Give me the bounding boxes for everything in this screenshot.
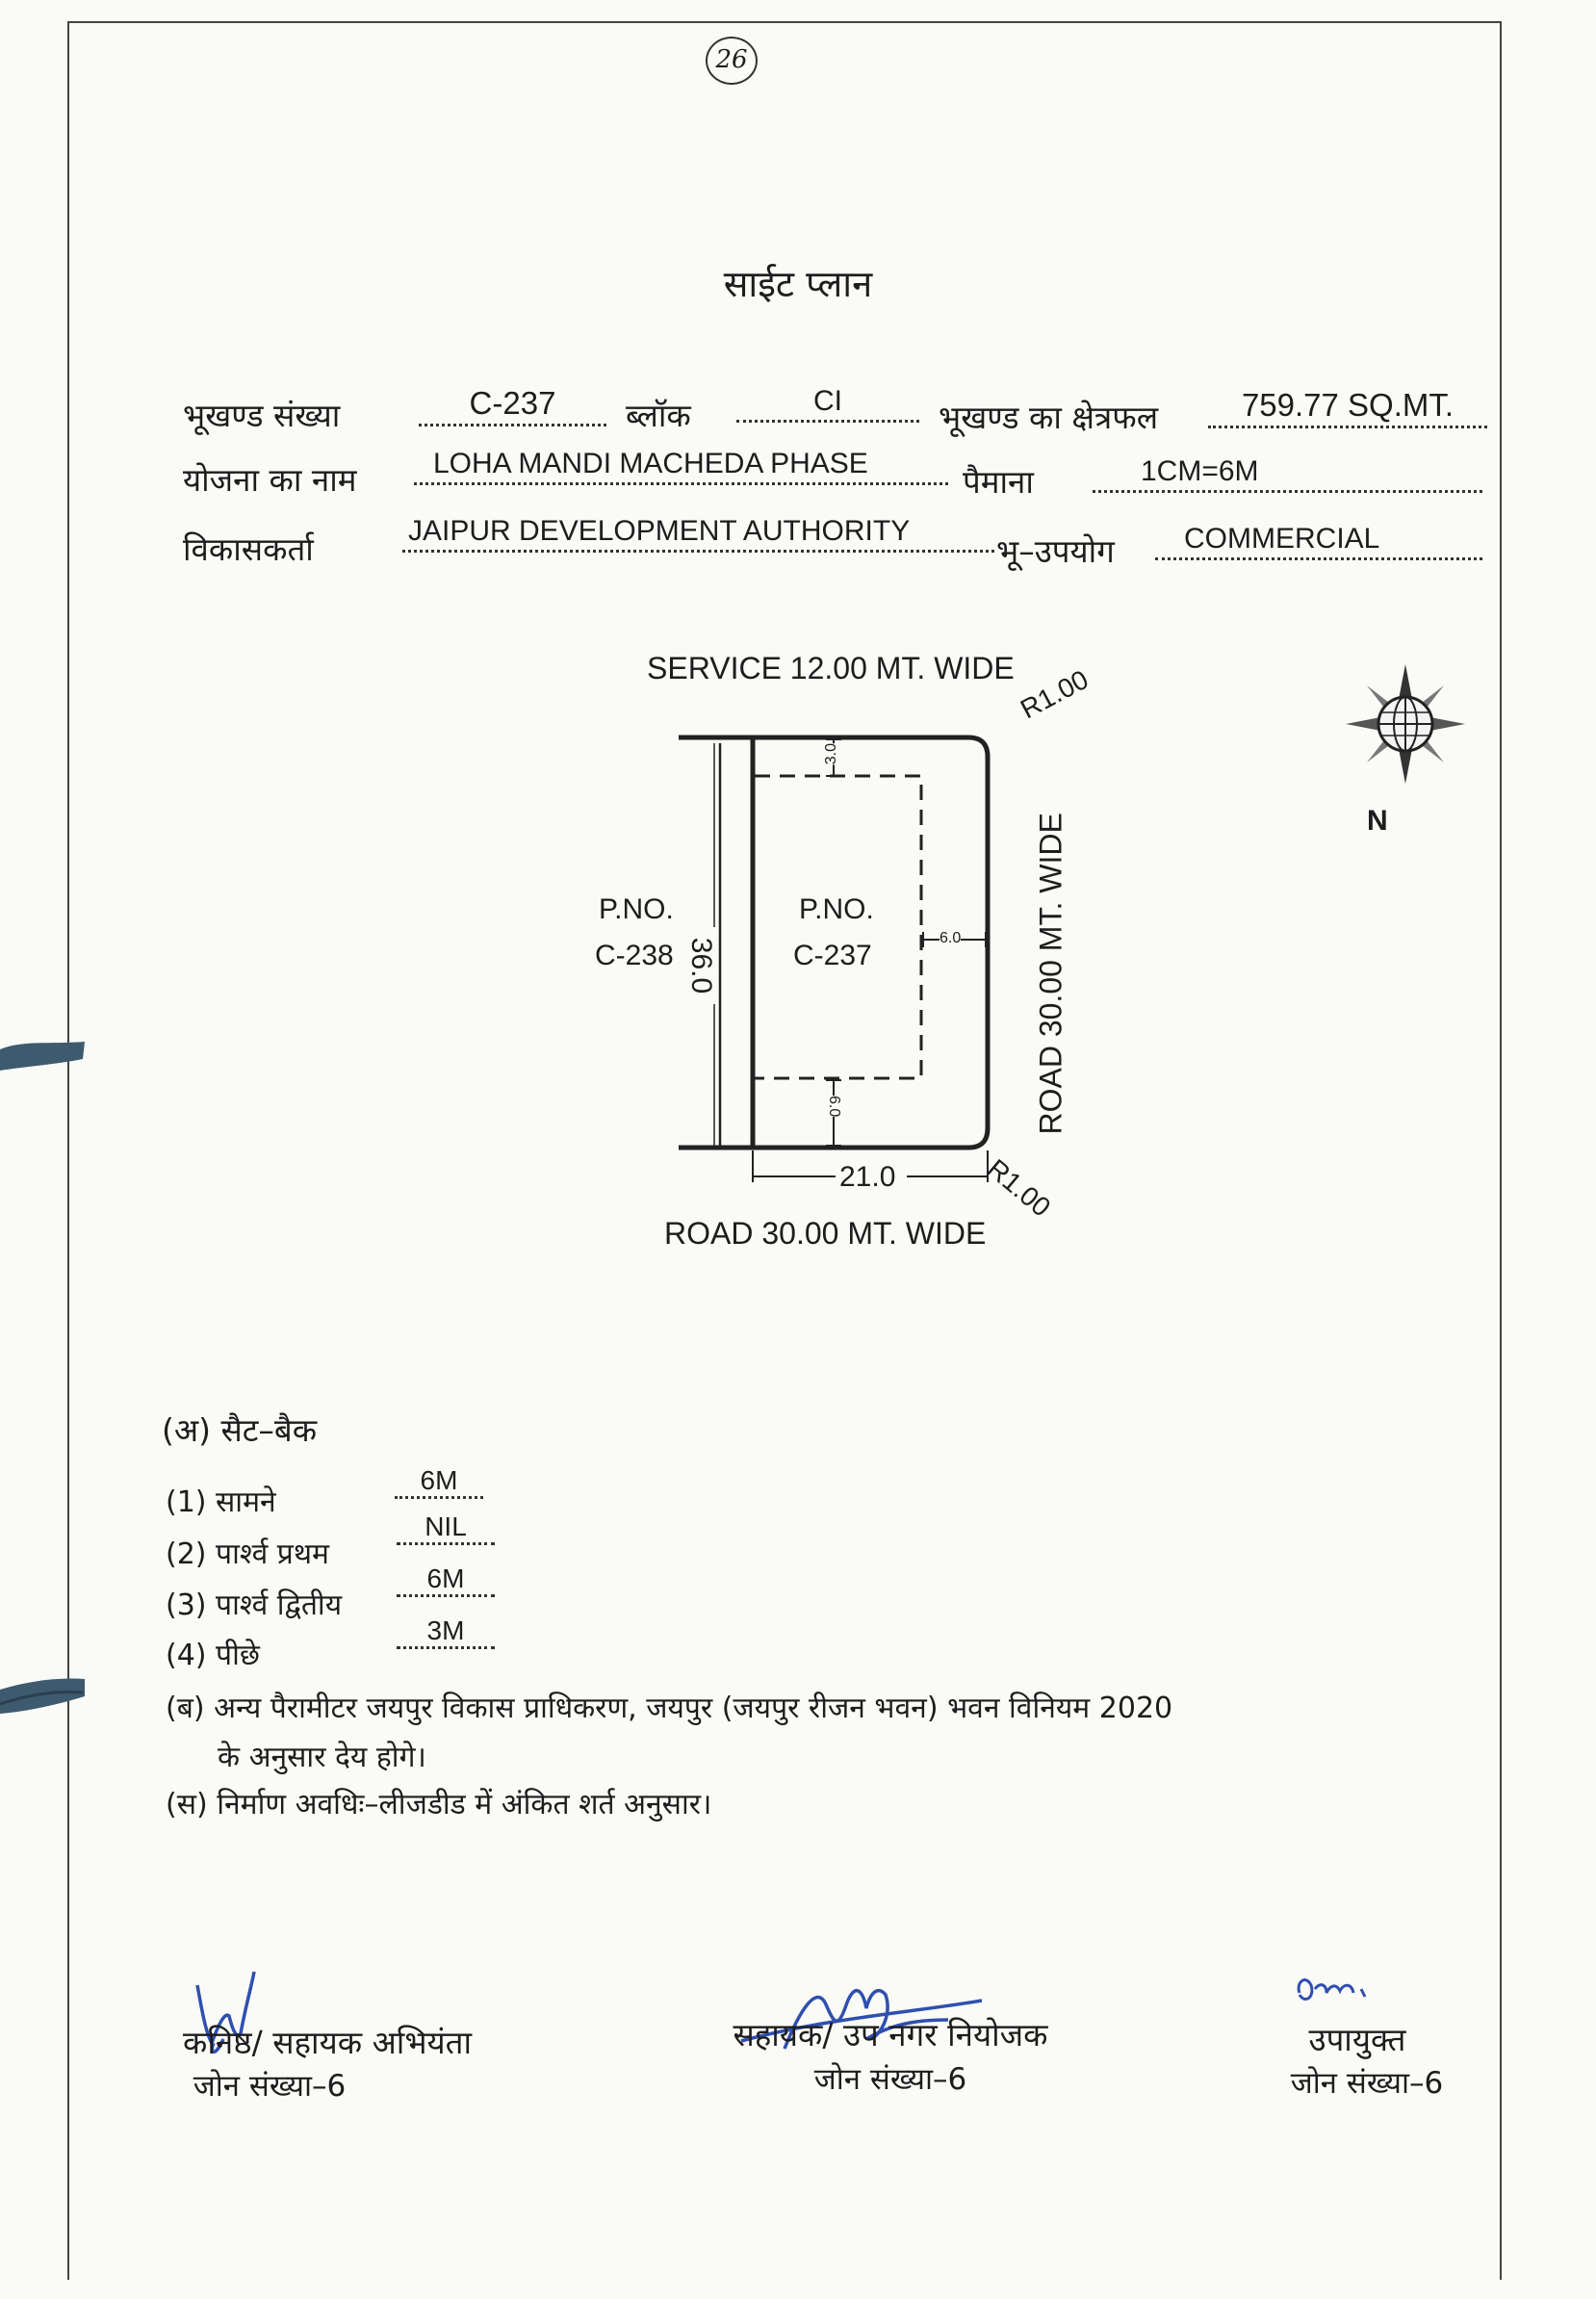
signature-zone-3: जोन संख्या–6 [1290, 2066, 1444, 2101]
setback-front-value: 6M [395, 1465, 483, 1499]
signature-3 [1299, 1980, 1365, 2000]
plot-no-value: C-237 [419, 385, 606, 426]
page-number: 26 [706, 37, 758, 85]
signature-title-2: सहायक/ उप नगर नियोजक [733, 2016, 1048, 2054]
radius-bottom-label: R1.00 [982, 1153, 1057, 1223]
top-road-label: SERVICE 12.00 MT. WIDE [647, 651, 1015, 685]
page-title: साईट प्लान [723, 263, 873, 305]
note-b-line2: के अनुसार देय होगे। [218, 1741, 426, 1774]
scheme-label: योजना का नाम [183, 461, 357, 499]
note-b-line1: (ब) अन्य पैरामीटर जयपुर विकास प्राधिकरण, जयपुर (जयपुर रीजन भवन) भवन विनियम 2020 [166, 1692, 1173, 1725]
landuse-value: COMMERCIAL [1155, 523, 1482, 560]
signature-zone-2: जोन संख्या–6 [813, 2062, 967, 2097]
setback-rear-label: (4) पीछे [166, 1639, 260, 1672]
developer-label: विकासकर्ता [183, 530, 314, 568]
landuse-label: भू–उपयोग [996, 532, 1115, 570]
setback-side2-label: (3) पार्श्व द्वितीय [166, 1589, 343, 1622]
scale-value: 1CM=6M [1093, 455, 1482, 493]
bottom-road-label: ROAD 30.00 MT. WIDE [664, 1216, 987, 1251]
setback-side1-label: (2) पार्श्व प्रथम [166, 1537, 329, 1571]
setback-side1-value: NIL [397, 1511, 495, 1545]
radius-top-label: R1.00 [1016, 663, 1094, 725]
block-label: ब्लॉक [626, 397, 691, 434]
adjacent-plot-no-value: C-238 [595, 940, 674, 971]
signature-title-3: उपायुक्त [1308, 2021, 1406, 2058]
block-value: CI [736, 385, 919, 423]
scheme-value: LOHA MANDI MACHEDA PHASE [414, 448, 948, 485]
bottom-setback-dimension: 6.0 [826, 1096, 842, 1118]
plot-no-drawing-label: P.NO. [799, 893, 874, 925]
setback-rear-value: 3M [397, 1615, 495, 1649]
setback-side2-value: 6M [397, 1563, 495, 1597]
width-dimension: 21.0 [839, 1161, 896, 1193]
depth-dimension: 36.0 [684, 927, 717, 1004]
plot-no-label: भूखण्ड संख्या [183, 397, 341, 434]
scale-label: पैमाना [963, 463, 1034, 501]
note-s-line: (स) निर्माण अवधिः–लीजडीड में अंकित शर्त अनुसार। [166, 1788, 712, 1821]
signature-title-1: कनिष्ठ/ सहायक अभियंता [182, 2024, 473, 2061]
setback-front-label: (1) सामने [166, 1485, 276, 1519]
top-setback-text: 3.0 [823, 743, 839, 765]
setback-heading: (अ) सैट–बैक [162, 1411, 318, 1449]
area-label: भूखण्ड का क्षेत्रफल [939, 399, 1159, 436]
right-setback-dimension: 6.0 [940, 930, 962, 946]
plot-no-drawing-value: C-237 [793, 940, 872, 971]
north-label: N [1367, 805, 1388, 837]
adjacent-plot-no-label: P.NO. [599, 893, 674, 925]
area-value: 759.77 SQ.MT. [1208, 387, 1487, 428]
developer-value: JAIPUR DEVELOPMENT AUTHORITY [402, 515, 994, 553]
right-road-text: ROAD 30.00 MT. WIDE [1033, 813, 1068, 1135]
signature-zone-1: जोन संख्या–6 [193, 2069, 347, 2104]
